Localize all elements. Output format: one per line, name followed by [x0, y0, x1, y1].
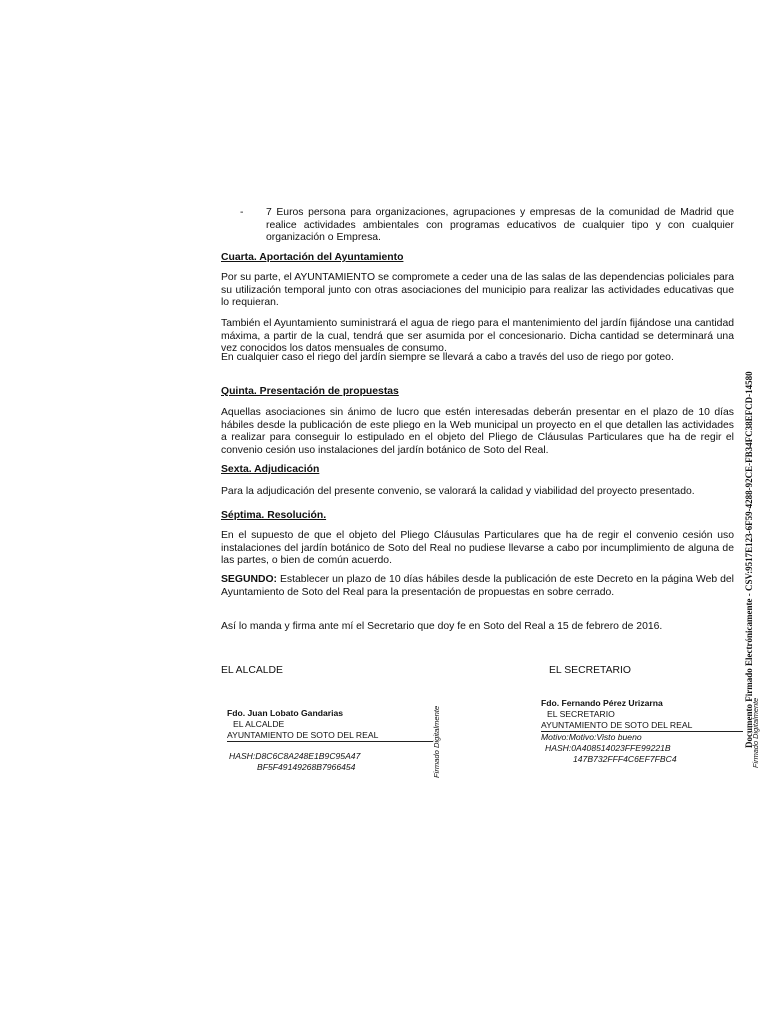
- secretario-hash-1: HASH:0A408514023FFE99221B: [545, 743, 671, 753]
- secretario-hash-2: 147B732FFF4C6EF7FBC4: [573, 754, 677, 764]
- alcalde-hash-2: BF5F49149268B7966454: [257, 762, 356, 772]
- cuarta-paragraph-3: En cualquier caso el riego del jardín siempre se llevará a cabo a través del uso de riego por goteo.: [221, 352, 674, 363]
- secretario-role: EL SECRETARIO: [547, 709, 615, 719]
- bullet-text: 7 Euros persona para organizaciones, agrupaciones y empresas de la comunidad de Madrid que realice actividades ambientales con programas educativos de cualquier tipo y con cualquier organización o Empresa.: [266, 207, 734, 244]
- septima-paragraph: En el supuesto de que el objeto del Pliego Cláusulas Particulares que ha de regir el convenio cesión uso instalaciones del jardín botánico de Soto del Real no pudiese llevarse a cabo por incumplimiento de alguna de las partes, o bien de común acuerdo.: [221, 530, 734, 567]
- alcalde-org: AYUNTAMIENTO DE SOTO DEL REAL: [227, 730, 433, 742]
- cuarta-paragraph-1: Por su parte, el AYUNTAMIENTO se compromete a ceder una de las salas de las dependencias policiales para su utilización temporal junto con otras asociaciones del municipio para realizar las actividades educativas que lo requieran.: [221, 272, 734, 309]
- closing-paragraph: Así lo manda y firma ante mí el Secretario que doy fe en Soto del Real a 15 de febrero de 2016.: [221, 621, 663, 632]
- bullet-dash: -: [240, 207, 244, 218]
- quinta-paragraph: Aquellas asociaciones sin ánimo de lucro que estén interesadas deberán presentar en el plazo de 10 días hábiles desde la publicación de este pliego en la Web municipal un proyecto en el que detallen las actividades a realizar para conseguir lo estipulado en el objeto del Pliego de Cláusulas Particulares que ha de regir el convenio cesión uso instalaciones del jardín botánico de Soto del Real.: [221, 407, 734, 456]
- segundo-label: SEGUNDO:: [221, 574, 277, 585]
- secretario-org: AYUNTAMIENTO DE SOTO DEL REAL: [541, 720, 743, 732]
- alcalde-fdo: Fdo. Juan Lobato Gandarias: [227, 708, 344, 718]
- segundo-text: Establecer un plazo de 10 días hábiles desde la publicación de este Decreto en la página Web del Ayuntamiento de Soto del Real para la presentación de propuestas en sobre cerrado.: [221, 574, 734, 598]
- secretario-motivo: Motivo:Motivo:Visto bueno: [541, 732, 642, 742]
- sexta-paragraph: Para la adjudicación del presente convenio, se valorará la calidad y viabilidad del proyecto presentado.: [221, 486, 695, 497]
- secretario-fdo: Fdo. Fernando Pérez Urizarna: [541, 698, 663, 708]
- segundo-paragraph: [221, 574, 734, 599]
- alcalde-stamp: Firmado Digitalmente: [432, 705, 441, 778]
- cuarta-paragraph-2: También el Ayuntamiento suministrará el agua de riego para el mantenimiento del jardín fijándose una cantidad máxima, a partir de la cual, tendrá que ser asumida por el concesionario. Dicha cantidad se determinará una vez conocidos los datos mensuales de consumo.: [221, 318, 734, 355]
- heading-cuarta: Cuarta. Aportación del Ayuntamiento: [221, 252, 404, 263]
- margin-stamp: Firmado Digitalmente: [751, 697, 760, 768]
- alcalde-title: EL ALCALDE: [221, 665, 283, 676]
- secretario-title: EL SECRETARIO: [549, 665, 631, 676]
- heading-sexta: Sexta. Adjudicación: [221, 464, 320, 475]
- alcalde-role: EL ALCALDE: [233, 719, 285, 729]
- secretario-signature-block: [541, 698, 743, 765]
- alcalde-hash-1: HASH:D8C6C8A248E1B9C95A47: [229, 751, 361, 761]
- heading-septima: Séptima. Resolución.: [221, 510, 327, 521]
- heading-quinta: Quinta. Presentación de propuestas: [221, 386, 399, 397]
- alcalde-signature-block: [227, 708, 433, 773]
- csv-margin-text: Documento Firmado Electrónicamente - CSV:9517E123-6F59-4288-92CE-FB34FC38EFCD-14580: [744, 371, 754, 748]
